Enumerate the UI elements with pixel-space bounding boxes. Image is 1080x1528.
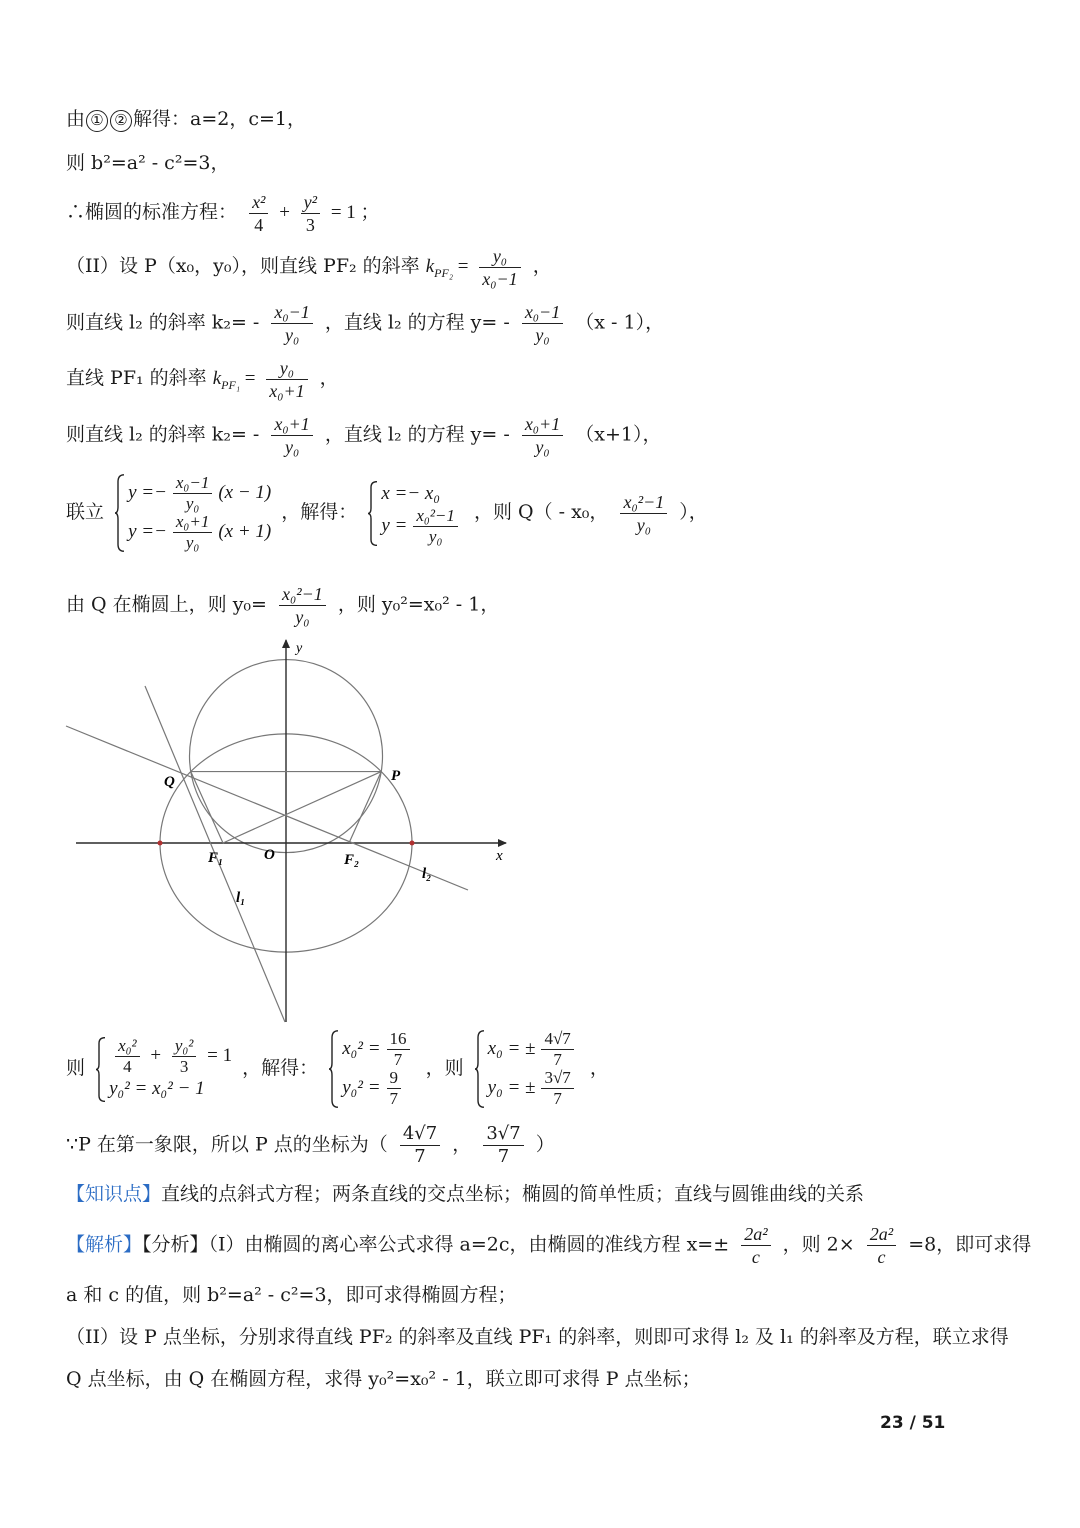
fraction: $\frac{16}{7}$ [387,1030,410,1069]
line-l1-label: l₁ [236,890,246,906]
text: ∵P 在第一象限，所以 P 点的坐标为（ [66,1133,388,1156]
line-l2 [66,726,468,890]
brace-icon [367,481,379,546]
text: 则 b²=a² - c²=3， [66,152,230,174]
knowledge-point-tag: 【知识点】 [66,1183,162,1205]
line-l2-slope-line-1 [66,302,664,345]
text: ，解得： [242,1057,319,1079]
fraction: $\frac{\text{x₀+1}}{\text{y₀}}$ [271,414,312,457]
system-row: y₀² = x₀² − 1 [109,1077,205,1099]
text: （II）设 P 点坐标，分别求得直线 PF₂ 的斜率及直线 PF₁ 的斜率，则即可求得 l₂ 及 l₁ 的斜率及方程，联立求得 [66,1326,1009,1348]
fraction: $\frac{\text{y₀}}{\text{x₀+1}}$ [266,358,307,401]
solution-system [367,481,464,546]
fraction: $\frac{\text{y₀}}{\text{x₀−1}}$ [479,246,520,289]
system-row: y₀² = $\frac{9}{7}$ [342,1069,415,1108]
y-axis-label: y [296,641,303,656]
system-row: y = $\frac{\text{x₀²−1}}{\text{y₀}}$ [381,507,464,546]
fraction: $\frac{\text{x₀²−1}}{\text{y₀}}$ [279,584,326,627]
fraction: $\frac{\text{y₀²}}{3}$ [172,1037,197,1076]
system-row: $\frac{\text{x₀²}}{4}$ + $\frac{\text{y₀²}}{3}$ = 1 [109,1037,232,1076]
text: 直线 PF₁ 的斜率 [66,366,207,389]
fraction: $\frac{\text{x₀²}}{4}$ [115,1037,140,1076]
text: 则直线 l₂ 的斜率 k₂= - [66,311,260,334]
segment-pf2 [349,772,381,843]
text: ； [360,200,380,223]
fraction: $\frac{4√7}{7}$ [541,1030,573,1069]
text: （II）设 P（x₀，y₀），则直线 PF₂ 的斜率 [66,254,420,277]
page-number: 23 / 51 [880,1413,946,1433]
fraction: $\frac{\text{2a²}}{c}$ [741,1224,770,1267]
text-line-14 [66,1284,517,1307]
ellipse-figure [60,636,520,1028]
origin-label: O [264,847,275,863]
circled-one: ① [86,110,108,132]
focus-f2-label: F₂ [344,852,360,868]
text-line-2 [66,152,229,175]
q-on-ellipse-line [66,584,499,627]
text: =8，即可求得 [908,1233,1032,1256]
fraction: $\frac{4√7}{7}$ [400,1124,440,1167]
ellipse-equation: $\frac{\text{x²}}{4}$ + $\frac{\text{y²}}{3}$ = 1 [243,202,360,223]
fraction: $\frac{\text{x²}}{4}$ [249,192,268,235]
vertex-left-dot [158,841,163,846]
fraction: $\frac{\text{x₀²−1}}{\text{y₀}}$ [620,492,667,535]
root-system [474,1030,580,1108]
text: ， [319,366,339,389]
fraction: $\frac{\text{y²}}{3}$ [301,192,320,235]
text: ，直线 l₂ 的方程 y= - [324,311,510,334]
p-coordinate-line [66,1124,555,1167]
text: ， [532,254,552,277]
brace-icon [114,474,126,552]
text: 解得：a=2，c=1， [133,108,307,130]
text: ∴椭圆的标准方程： [66,200,238,223]
vertex-right-dot [410,841,415,846]
solution-system [328,1030,415,1108]
fraction: $\frac{\text{2a²}}{c}$ [867,1224,896,1267]
point-q-label: Q [164,774,175,790]
text: ，则 Q（ - x₀， [473,501,609,523]
point-p-label: P [391,768,401,784]
text: 【分析】（I）由椭圆的离心率公式求得 a=2c，由椭圆的准线方程 x=± [142,1233,730,1256]
fraction: $\frac{9}{7}$ [387,1069,402,1108]
text: 则 [66,1057,86,1079]
fraction: $\frac{\text{x₀+1}}{\text{y₀}}$ [522,414,563,457]
knowledge-point-line [66,1183,864,1206]
analysis-line [66,1224,1031,1267]
equation-system [114,474,271,552]
text: ，则 [425,1057,464,1079]
x-axis-label: x [496,848,503,864]
analysis-tag: 【解析】 [66,1233,143,1256]
text-line-16 [66,1368,701,1391]
system-row: y₀ = ± $\frac{3√7}{7}$ [488,1069,580,1108]
brace-icon [328,1030,340,1108]
text: 由 [66,108,86,130]
text: ，则 2× [782,1233,855,1256]
text: 由 Q 在椭圆上，则 y₀= [66,593,267,616]
slope-expression: $k_{PF_2}$ = $\frac{\text{y₀}}{\text{x₀−1}}$ [426,256,527,277]
text: Q 点坐标，由 Q 在椭圆方程，求得 y₀²=x₀² - 1，联立即可求得 P 点坐标； [66,1368,701,1390]
text: ，解得： [281,501,358,523]
fraction: $\frac{3√7}{7}$ [541,1069,573,1108]
text: ） [535,1133,555,1156]
brace-icon [95,1037,107,1102]
slope-pf2-line [66,246,552,289]
text: 则直线 l₂ 的斜率 k₂= - [66,423,260,446]
text: ， [589,1057,609,1079]
system-row: x₀² = $\frac{16}{7}$ [342,1030,415,1069]
system-row: y =− $\frac{\text{x₀+1}}{\text{y₀}}$ (x + 1) [128,512,272,552]
system-row: y =− $\frac{\text{x₀−1}}{\text{y₀}}$ (x − 1) [128,473,272,513]
equation-system [95,1037,232,1102]
circled-two: ② [110,110,132,132]
line-l2-slope-line-2 [66,414,662,457]
text: （x - 1）， [575,311,665,334]
slope-expression: $k_{PF_1}$ = $\frac{\text{y₀}}{\text{x₀+1}}$ [213,368,314,389]
text-line-1 [66,108,306,132]
fraction: $\frac{\text{x₀²−1}}{\text{y₀}}$ [413,507,458,546]
fraction: $\frac{\text{x₀+1}}{\text{y₀}}$ [173,513,212,552]
system-row: x₀ = ± $\frac{4√7}{7}$ [488,1030,580,1069]
text: 直线的点斜式方程；两条直线的交点坐标；椭圆的简单性质；直线与圆锥曲线的关系 [161,1183,865,1205]
line-l2-label: l₂ [422,866,432,882]
text: a 和 c 的值，则 b²=a² - c²=3，即可求得椭圆方程； [66,1284,517,1306]
text: 联立 [66,501,105,523]
text: ，直线 l₂ 的方程 y= - [324,423,510,446]
text: ， [452,1133,472,1156]
fraction: $\frac{3√7}{7}$ [483,1124,523,1167]
text: （x+1）， [575,423,662,446]
text: ）， [679,501,708,523]
fraction: $\frac{\text{x₀−1}}{\text{y₀}}$ [522,302,563,345]
text: ，则 y₀²=x₀² - 1， [337,593,500,616]
segment-f1p [223,772,381,843]
focus-f1-label: F₁ [208,850,224,866]
text-line-15 [66,1326,1009,1349]
fraction: $\frac{\text{x₀−1}}{\text{y₀}}$ [173,474,212,513]
solve-system-line [66,1030,609,1108]
system-line [66,474,708,552]
system-row: x =− x₀ [381,482,440,504]
slope-pf1-line [66,358,339,401]
brace-icon [474,1030,486,1108]
ellipse-equation-line [66,192,380,235]
fraction: $\frac{\text{x₀−1}}{\text{y₀}}$ [271,302,312,345]
